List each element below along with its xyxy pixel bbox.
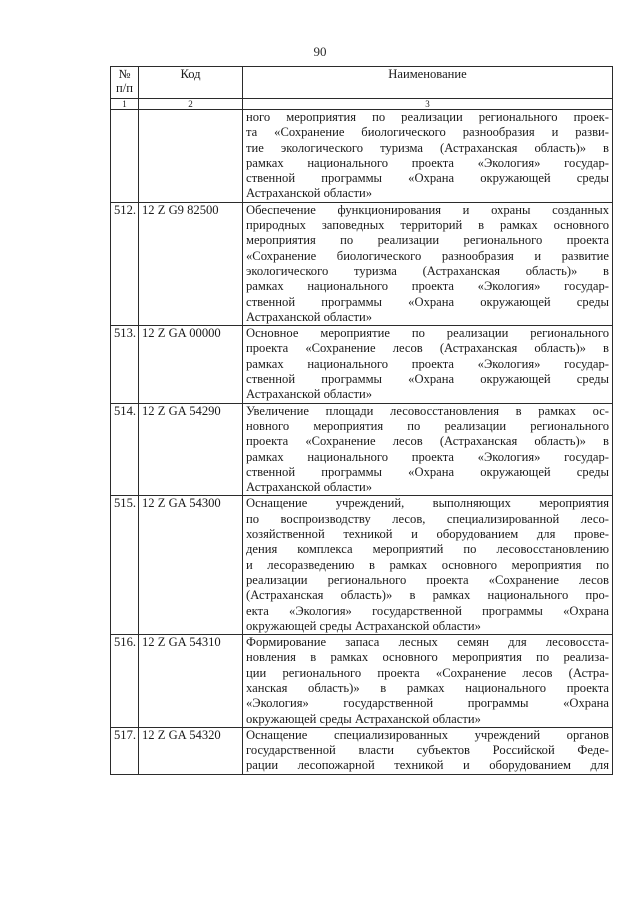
table-row bbox=[111, 110, 613, 203]
row-name bbox=[243, 727, 613, 774]
row-name-line: по воспроизводству лесов, специализированной лесо- bbox=[246, 511, 609, 526]
row-name-line: рации лесопожарной техникой и оборудованием для bbox=[246, 758, 609, 773]
row-name-line: государственной власти субъектов Российской Феде- bbox=[246, 743, 609, 758]
row-code bbox=[139, 110, 243, 203]
row-name-line: окружающей среды Астраханской области» bbox=[246, 711, 481, 726]
header-code: Код bbox=[139, 67, 243, 99]
row-name-line: ханская область)» в рамках национального проекта bbox=[246, 680, 609, 695]
row-name-line: Астраханской области» bbox=[246, 309, 373, 324]
row-number: 517. bbox=[111, 727, 139, 774]
row-name-line: ции регионального проекта «Сохранение лесов (Астра- bbox=[246, 665, 609, 680]
row-code: 12 Z GA 54310 bbox=[139, 635, 243, 728]
row-name bbox=[243, 202, 613, 325]
header-number: № п/п bbox=[111, 67, 139, 99]
row-name-line: экологического туризма (Астраханская область)» в bbox=[246, 263, 609, 278]
row-name-line: Основное мероприятие по реализации регионального bbox=[246, 326, 609, 341]
row-name-line: Астраханской области» bbox=[246, 186, 373, 201]
row-name-line: рамках национального проекта «Экология» государ- bbox=[246, 356, 609, 371]
row-name-line: Формирование запаса лесных семян для лесовосста- bbox=[246, 635, 609, 650]
row-name bbox=[243, 635, 613, 728]
table-row bbox=[111, 403, 613, 496]
row-name-line: окружающей среды Астраханской области» bbox=[246, 618, 481, 633]
row-name-line: та «Сохранение биологического разнообразия и разви- bbox=[246, 125, 609, 140]
row-name-line: ственной программы «Охрана окружающей среды bbox=[246, 372, 609, 387]
row-name-line: и лесоразведению в рамках основного мероприятия по bbox=[246, 557, 609, 572]
row-number: 516. bbox=[111, 635, 139, 728]
table-row bbox=[111, 202, 613, 325]
row-code: 12 Z GA 00000 bbox=[139, 326, 243, 403]
table-row bbox=[111, 727, 613, 774]
row-code: 12 Z GA 54320 bbox=[139, 727, 243, 774]
row-name-line: хозяйственной техникой и оборудованием для прове- bbox=[246, 527, 609, 542]
row-name-line: Оснащение учреждений, выполняющих мероприятия bbox=[246, 496, 609, 511]
row-code: 12 Z GA 54300 bbox=[139, 496, 243, 635]
budget-classification-table bbox=[110, 66, 613, 775]
row-name-line: (Астраханская область)» в рамках национального про- bbox=[246, 588, 609, 603]
row-name-line: ственной программы «Охрана окружающей среды bbox=[246, 171, 609, 186]
row-name-line: Увеличение площади лесовосстановления в рамках ос- bbox=[246, 403, 609, 418]
row-number bbox=[111, 110, 139, 203]
row-number: 512. bbox=[111, 202, 139, 325]
row-name-line: новного мероприятия по реализации регионального bbox=[246, 418, 609, 433]
column-index-3: 3 bbox=[243, 99, 613, 110]
row-name-line: «Сохранение биологического разнообразия и развитие bbox=[246, 248, 609, 263]
row-name bbox=[243, 403, 613, 496]
row-name-line: реализации регионального проекта «Сохранение лесов bbox=[246, 572, 609, 587]
row-name-line: тие экологического туризма (Астраханская область)» в bbox=[246, 140, 609, 155]
row-name-line: Астраханской области» bbox=[246, 480, 373, 495]
table-row bbox=[111, 326, 613, 403]
row-name-line: природных заповедных территорий в рамках основного bbox=[246, 218, 609, 233]
row-name-line: дения комплекса мероприятий по лесовосстановлению bbox=[246, 542, 609, 557]
row-name-line: Астраханской области» bbox=[246, 387, 373, 402]
column-index-1: 1 bbox=[111, 99, 139, 110]
header-name: Наименование bbox=[243, 67, 613, 99]
row-name bbox=[243, 326, 613, 403]
row-name-line: рамках национального проекта «Экология» государ- bbox=[246, 155, 609, 170]
row-name bbox=[243, 110, 613, 203]
row-name-line: мероприятия по реализации регионального проекта bbox=[246, 233, 609, 248]
row-name-line: Оснащение специализированных учреждений органов bbox=[246, 727, 609, 742]
row-name-line: ственной программы «Охрана окружающей среды bbox=[246, 294, 609, 309]
row-name-line: Обеспечение функционирования и охраны созданных bbox=[246, 202, 609, 217]
row-number: 513. bbox=[111, 326, 139, 403]
row-name-line: ственной программы «Охрана окружающей среды bbox=[246, 464, 609, 479]
row-name-line: рамках национального проекта «Экология» государ- bbox=[246, 449, 609, 464]
row-name-line: проекта «Сохранение лесов (Астраханская область)» в bbox=[246, 434, 609, 449]
table-row bbox=[111, 635, 613, 728]
column-index-row bbox=[111, 99, 613, 110]
row-name-line: ного мероприятия по реализации регионального проек- bbox=[246, 110, 609, 124]
table-row bbox=[111, 496, 613, 635]
column-index-2: 2 bbox=[139, 99, 243, 110]
row-name-line: «Экология» государственной программы «Охрана bbox=[246, 696, 609, 711]
row-name-line: проекта «Сохранение лесов (Астраханская область)» в bbox=[246, 341, 609, 356]
row-code: 12 Z GA 54290 bbox=[139, 403, 243, 496]
row-name-line: рамках национального проекта «Экология» государ- bbox=[246, 279, 609, 294]
row-name-line: новления в рамках основного мероприятия по реализа- bbox=[246, 650, 609, 665]
row-number: 515. bbox=[111, 496, 139, 635]
row-name bbox=[243, 496, 613, 635]
row-number: 514. bbox=[111, 403, 139, 496]
row-name-line: екта «Экология» государственной программы «Охрана bbox=[246, 603, 609, 618]
row-code: 12 Z G9 82500 bbox=[139, 202, 243, 325]
table-header-row bbox=[111, 67, 613, 99]
page-number: 90 bbox=[313, 44, 327, 59]
